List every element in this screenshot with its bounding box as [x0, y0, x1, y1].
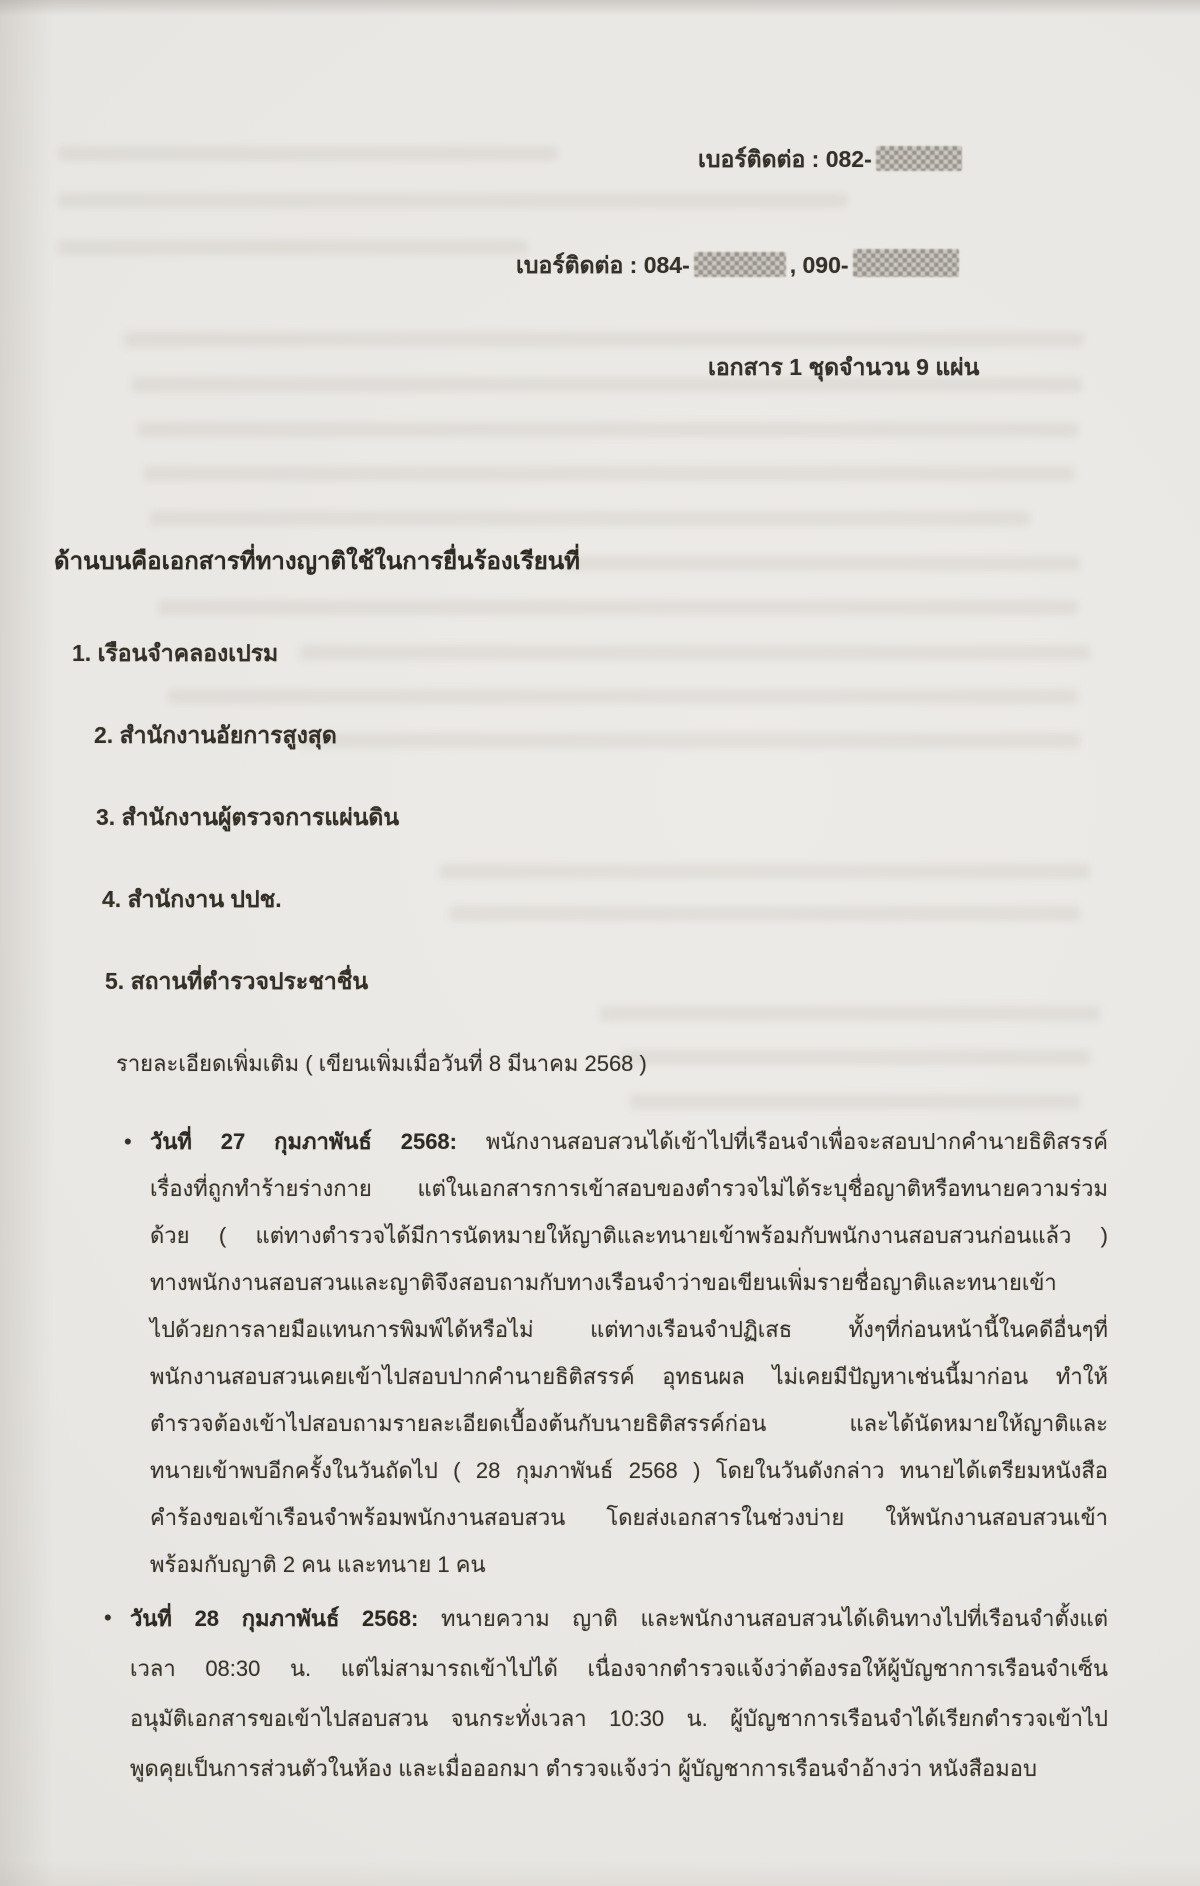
page-title: ด้านบนคือเอกสารที่ทางญาติใช้ในการยื่นร้องเรียนที่	[54, 548, 580, 575]
bleed-through-smudge	[440, 864, 1090, 879]
agency-list-item: 3. สำนักงานผู้ตรวจการแผ่นดิน	[96, 804, 400, 830]
paper-top-shading	[0, 0, 1200, 16]
agency-list-item: 2. สำนักงานอัยการสูงสุด	[94, 722, 337, 748]
bleed-through-smudge	[58, 146, 558, 161]
paragraph-line: ทางพนักงานสอบสวนและญาติจึงสอบถามกับทางเรือนจำว่าขอเขียนเพิ่มรายชื่อญาติและทนายเข้า	[150, 1270, 1057, 1295]
paragraph-line: พูดคุยเป็นการส่วนตัวในห้อง และเมื่อออกมา ตำรวจแจ้งว่า ผู้บัญชาการเรือนจำอ้างว่า หนังสือมอบ	[130, 1756, 1037, 1781]
bullet-item	[124, 1118, 1108, 1588]
paragraph-line: พร้อมกับญาติ 2 คน และทนาย 1 คน	[150, 1552, 486, 1577]
paragraph-line: ไปด้วยการลายมือแทนการพิมพ์ได้หรือไม่ แต่ทางเรือนจำปฏิเสธ ทั้งๆที่ก่อนหน้านี้ในคดีอื่นๆที่	[150, 1317, 1108, 1342]
bleed-through-smudge	[144, 466, 1074, 481]
bleed-through-smudge	[58, 240, 528, 255]
paragraph-line: วันที่ 28 กุมภาพันธ์ 2568: ทนายความ ญาติ และพนักงานสอบสวนได้เดินทางไปที่เรือนจำตั้งแต่	[130, 1606, 1109, 1631]
contact-line-2-separator: , 090-	[789, 252, 849, 278]
agency-list-item: 5. สถานที่ตำรวจประชาชื่น	[105, 968, 369, 994]
agency-list-item: 1. เรือนจำคลองเปรม	[72, 640, 279, 666]
bullet-dot-icon: •	[104, 1605, 112, 1630]
agency-list	[72, 636, 399, 1046]
paragraph-line: ด้วย ( แต่ทางตำรวจได้มีการนัดหมายให้ญาติและทนายเข้าพร้อมกับพนักงานสอบสวนก่อนแล้ว )	[150, 1223, 1108, 1248]
bleed-through-smudge	[138, 422, 1078, 437]
bullet-paragraph	[150, 1118, 1108, 1588]
document-count-line: เอกสาร 1 ชุดจำนวน 9 แผ่น	[708, 354, 980, 380]
paragraph-line: อนุมัติเอกสารขอเข้าไปสอบสวน จนกระทั่งเวลา 10:30 น. ผู้บัญชาการเรือนจำได้เรียกตำรวจเข้าไป	[130, 1706, 1108, 1731]
bleed-through-smudge	[560, 556, 1080, 571]
paragraph-line: พนักงานสอบสวนเคยเข้าไปสอบปากคำนายธิติสรรค์ อุทธนผล ไม่เคยมีปัญหาเช่นนี้มาก่อน ทำให้	[150, 1364, 1108, 1389]
bleed-through-smudge	[300, 645, 1090, 660]
bleed-through-smudge	[600, 1006, 1100, 1021]
contact-line-2-label: เบอร์ติดต่อ : 084-	[516, 252, 690, 278]
bleed-through-smudge	[450, 906, 1080, 921]
bleed-through-smudge	[150, 511, 1030, 526]
redacted-phone-number-3	[853, 249, 959, 277]
paragraph-line: ตำรวจต้องเข้าไปสอบถามรายละเอียดเบื้องต้นกับนายธิติสรรค์ก่อน และได้นัดหมายให้ญาติและ	[150, 1411, 1108, 1436]
contact-line-1-label: เบอร์ติดต่อ : 082-	[698, 146, 872, 172]
bullet-date-lead: วันที่ 28 กุมภาพันธ์ 2568:	[130, 1606, 441, 1631]
paragraph-line: คำร้องขอเข้าเรือนจำพร้อมพนักงานสอบสวน โดยส่งเอกสารในช่วงบ่าย ให้พนักงานสอบสวนเข้า	[150, 1505, 1108, 1530]
bullet-date-lead: วันที่ 27 กุมภาพันธ์ 2568:	[150, 1129, 486, 1154]
redacted-phone-number-1	[876, 146, 962, 171]
contact-line-2	[516, 248, 963, 284]
agency-list-item: 4. สำนักงาน ปปช.	[102, 886, 282, 912]
bullet-item	[104, 1594, 1108, 1794]
paragraph-line: ทนายเข้าพบอีกครั้งในวันถัดไป ( 28 กุมภาพันธ์ 2568 ) โดยในวันดังกล่าว ทนายได้เตรียมหนังสือ	[150, 1458, 1108, 1483]
paragraph-line: เรื่องที่ถูกทำร้ายร่างกาย แต่ในเอกสารการเข้าสอบของตำรวจไม่ได้ระบุชื่อญาติหรือทนายความร่วม	[150, 1176, 1108, 1201]
paper-left-shading	[0, 0, 54, 1886]
bleed-through-smudge	[620, 1050, 1090, 1065]
bullet-paragraph	[130, 1594, 1108, 1794]
bleed-through-smudge	[58, 193, 848, 208]
paragraph-line: เวลา 08:30 น. แต่ไม่สามารถเข้าไปได้ เนื่องจากตำรวจแจ้งว่าต้องรอให้ผู้บัญชาการเรือนจำเซ็น	[130, 1656, 1108, 1681]
details-heading: รายละเอียดเพิ่มเติม ( เขียนเพิ่มเมื่อวันที่ 8 มีนาคม 2568 )	[116, 1051, 647, 1076]
bleed-through-smudge	[630, 1094, 1080, 1109]
paragraph-line: วันที่ 27 กุมภาพันธ์ 2568: พนักงานสอบสวนได้เข้าไปที่เรือนจำเพื่อจะสอบปากคำนายธิติสรรค์	[150, 1129, 1108, 1154]
bleed-through-smudge	[124, 332, 1084, 347]
redacted-phone-number-2	[694, 252, 786, 277]
bleed-through-smudge	[158, 600, 1078, 615]
bleed-through-smudge	[300, 733, 1080, 748]
paper-bottom-shading	[0, 1860, 1200, 1886]
bullet-dot-icon: •	[124, 1129, 132, 1154]
bullet-list	[104, 1118, 1109, 1794]
contact-line-1	[698, 142, 966, 178]
